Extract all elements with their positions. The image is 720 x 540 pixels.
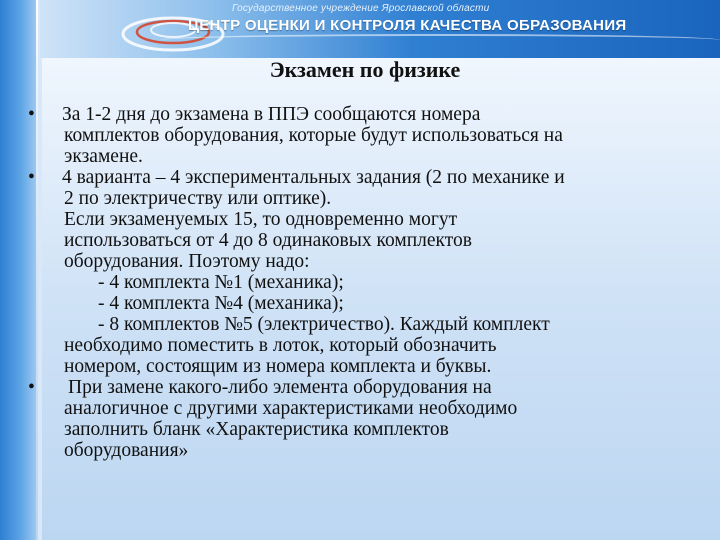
header-center-name: ЦЕНТР ОЦЕНКИ И КОНТРОЛЯ КАЧЕСТВА ОБРАЗОВАНИЯ (188, 17, 627, 34)
header-banner (40, 0, 720, 58)
kit-line-3: - 8 комплектов №5 (электричество). Каждый комплект (98, 314, 550, 335)
list-item (28, 104, 708, 167)
list-item-line: оборудования» (64, 440, 189, 461)
list-item-line: экзамене. (64, 146, 143, 167)
list-item-line: аналогичное с другими характеристиками необходимо (64, 398, 518, 419)
list-item (28, 167, 708, 209)
bullet-icon: • (28, 104, 35, 125)
page-title: Экзамен по физике (269, 57, 461, 82)
kit-line-2: - 4 комплекта №4 (механика); (98, 293, 344, 314)
list-item-line: 4 варианта – 4 экспериментальных задания (2 по механике и (62, 167, 565, 188)
kit-last-paragraph (28, 314, 708, 377)
slide-content (28, 104, 708, 461)
header-swoosh (160, 34, 720, 46)
list-item (28, 377, 708, 461)
kit-last-line: необходимо поместить в лоток, который обозначить (64, 335, 497, 356)
kit-line-1: - 4 комплекта №1 (механика); (98, 272, 344, 293)
list-item-line: 2 по электричеству или оптике). (64, 188, 332, 209)
kit-last-line: номером, состоящим из номера комплекта и буквы. (64, 356, 492, 377)
list-item-line: заполнить бланк «Характеристика комплектов (64, 419, 449, 440)
list-item-line: комплектов оборудования, которые будут использоваться на (64, 125, 563, 146)
bullet-icon: • (28, 377, 35, 398)
bullet-icon: • (28, 167, 35, 188)
note-paragraph (28, 209, 708, 272)
list-item-line: За 1-2 дня до экзамена в ППЭ сообщаются номера (62, 104, 481, 125)
note-line: оборудования. Поэтому надо: (64, 251, 310, 272)
note-line: Если экзаменуемых 15, то одновременно могут (64, 209, 458, 230)
note-line: использоваться от 4 до 8 одинаковых комплектов (64, 230, 472, 251)
list-item-line: При замене какого-либо элемента оборудования на (68, 377, 492, 398)
header-organization: Государственное учреждение Ярославской области (232, 3, 490, 14)
